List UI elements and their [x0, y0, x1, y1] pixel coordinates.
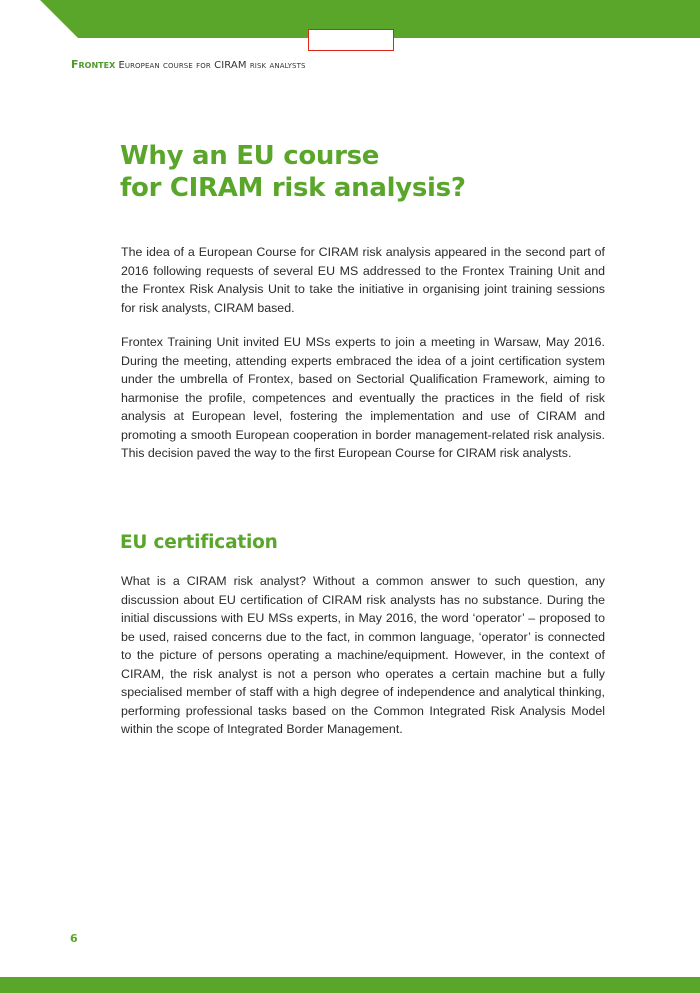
certification-paragraph: What is a CIRAM risk analyst? Without a common answer to such question, any discussion about EU certification of CIRAM risk analysts has no substance. During the initial discussions with EU MSs experts, in May 2016, the word ‘operator’ – proposed to be used, raised concerns due to the fact, in common language, ‘operator’ is connected to the picture of persons operating a machine/equipment. However, in the context of CIRAM, the risk analyst is not a person who operates a certain machine but a fully specialised member of staff with a high degree of independence and analytical thinking, performing professional tasks based on the Common Integrated Risk Analysis Model within the scope of Integrated Border Management. — [121, 574, 605, 736]
course-label: European course for CIRAM risk analysts — [118, 60, 306, 71]
title-line-2: for CIRAM risk analysis? — [120, 173, 466, 203]
page-number: 6 — [70, 932, 78, 945]
page-title — [120, 140, 600, 204]
intro-paragraph: The idea of a European Course for CIRAM risk analysis appeared in the second part of 2016 following requests of several EU MS addressed to the Frontex Training Unit and the Frontex Risk Analysis Unit to take the initiative in organising joint training sessions for risk analysts, CIRAM based. — [121, 245, 605, 315]
brand-label: Frontex — [71, 58, 116, 71]
section-heading: EU certification — [120, 532, 278, 553]
title-line-1: Why an EU course — [120, 141, 380, 171]
running-header — [71, 58, 306, 71]
marker-box — [308, 29, 394, 51]
meeting-paragraph: Frontex Training Unit invited EU MSs experts to join a meeting in Warsaw, May 2016. During the meeting, attending experts embraced the idea of a joint certification system under the umbrella of Frontex, based on Sectorial Qualification Framework, aiming to harmonise the profile, competences and eventually the practices in the field of risk analysis at European level, fostering the implementation and use of CIRAM and promoting a smooth European cooperation in border management-related risk analysis. This decision paved the way to the first European Course for CIRAM risk analysts. — [121, 335, 605, 460]
footer-band — [0, 977, 700, 993]
